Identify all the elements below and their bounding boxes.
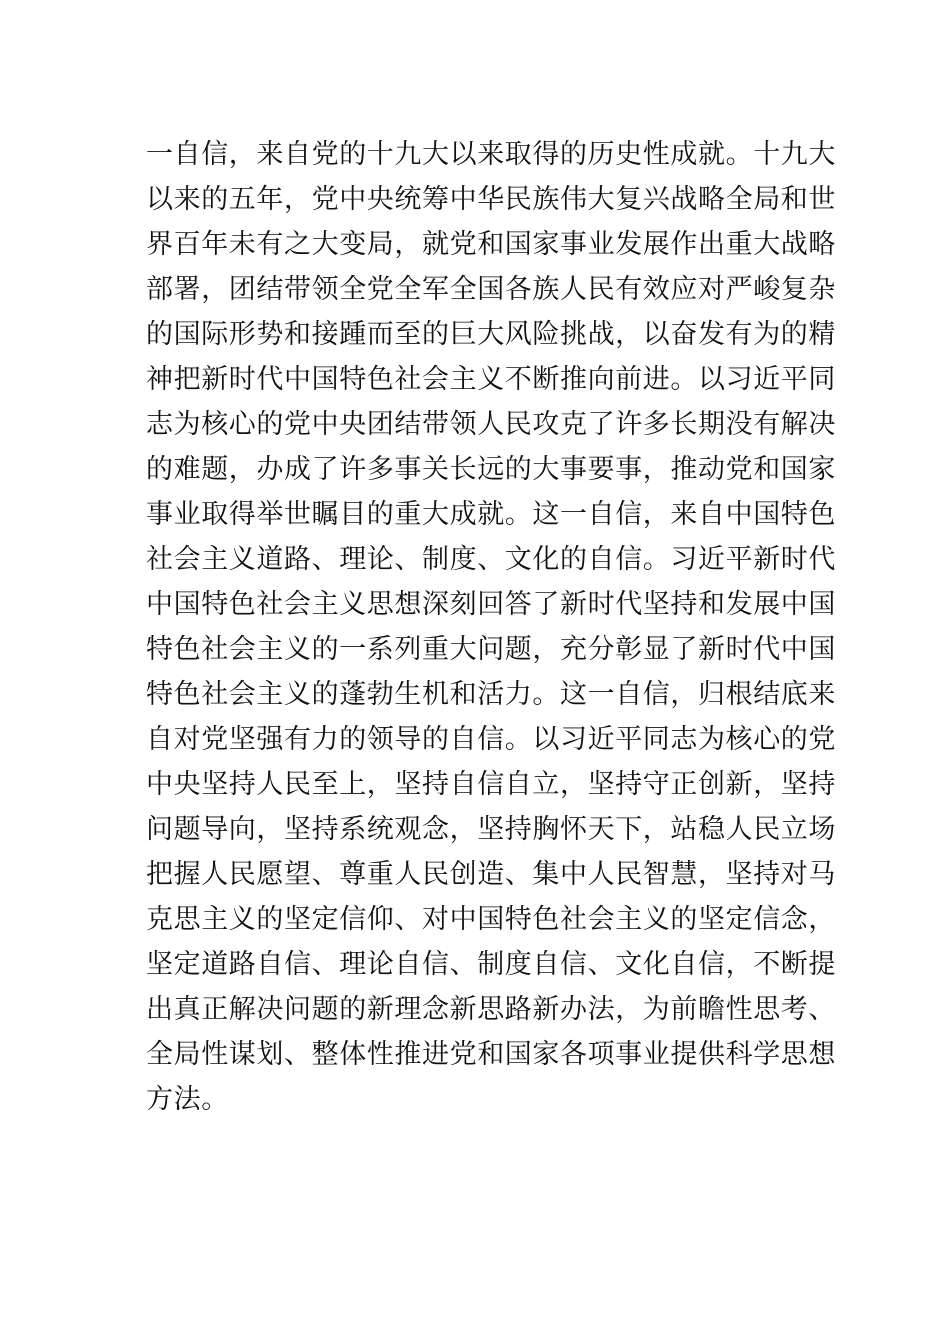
- text-line: 克思主义的坚定信仰、对中国特色社会主义的坚定信念，: [146, 904, 836, 935]
- text-line: 自对党坚强有力的领导的自信。以习近平同志为核心的党: [146, 724, 836, 755]
- text-line: 社会主义道路、理论、制度、文化的自信。习近平新时代: [146, 544, 836, 575]
- text-line: 全局性谋划、整体性推进党和国家各项事业提供科学思想: [146, 1039, 836, 1070]
- text-line: 特色社会主义的一系列重大问题，充分彰显了新时代中国: [146, 634, 836, 665]
- body-paragraph: [146, 132, 836, 1122]
- text-line: 中国特色社会主义思想深刻回答了新时代坚持和发展中国: [146, 589, 836, 620]
- text-line: 特色社会主义的蓬勃生机和活力。这一自信，归根结底来: [146, 679, 836, 710]
- text-line: 志为核心的党中央团结带领人民攻克了许多长期没有解决: [146, 409, 836, 440]
- text-line: 事业取得举世瞩目的重大成就。这一自信，来自中国特色: [146, 499, 836, 530]
- text-line: 的难题，办成了许多事关长远的大事要事，推动党和国家: [146, 454, 836, 485]
- text-line: 神把新时代中国特色社会主义不断推向前进。以习近平同: [146, 364, 836, 395]
- text-line: 方法。: [146, 1084, 229, 1115]
- text-line: 出真正解决问题的新理念新思路新办法，为前瞻性思考、: [146, 994, 836, 1025]
- text-line: 一自信，来自党的十九大以来取得的历史性成就。十九大: [146, 139, 836, 170]
- text-line: 把握人民愿望、尊重人民创造、集中人民智慧，坚持对马: [146, 859, 836, 890]
- text-line: 界百年未有之大变局，就党和国家事业发展作出重大战略: [146, 229, 836, 260]
- text-line: 坚定道路自信、理论自信、制度自信、文化自信，不断提: [146, 949, 836, 980]
- text-line: 部署，团结带领全党全军全国各族人民有效应对严峻复杂: [146, 274, 836, 305]
- text-line: 的国际形势和接踵而至的巨大风险挑战，以奋发有为的精: [146, 319, 836, 350]
- text-line: 中央坚持人民至上，坚持自信自立，坚持守正创新，坚持: [146, 769, 836, 800]
- text-line: 以来的五年，党中央统筹中华民族伟大复兴战略全局和世: [146, 184, 836, 215]
- text-line: 问题导向，坚持系统观念，坚持胸怀天下，站稳人民立场: [146, 814, 836, 845]
